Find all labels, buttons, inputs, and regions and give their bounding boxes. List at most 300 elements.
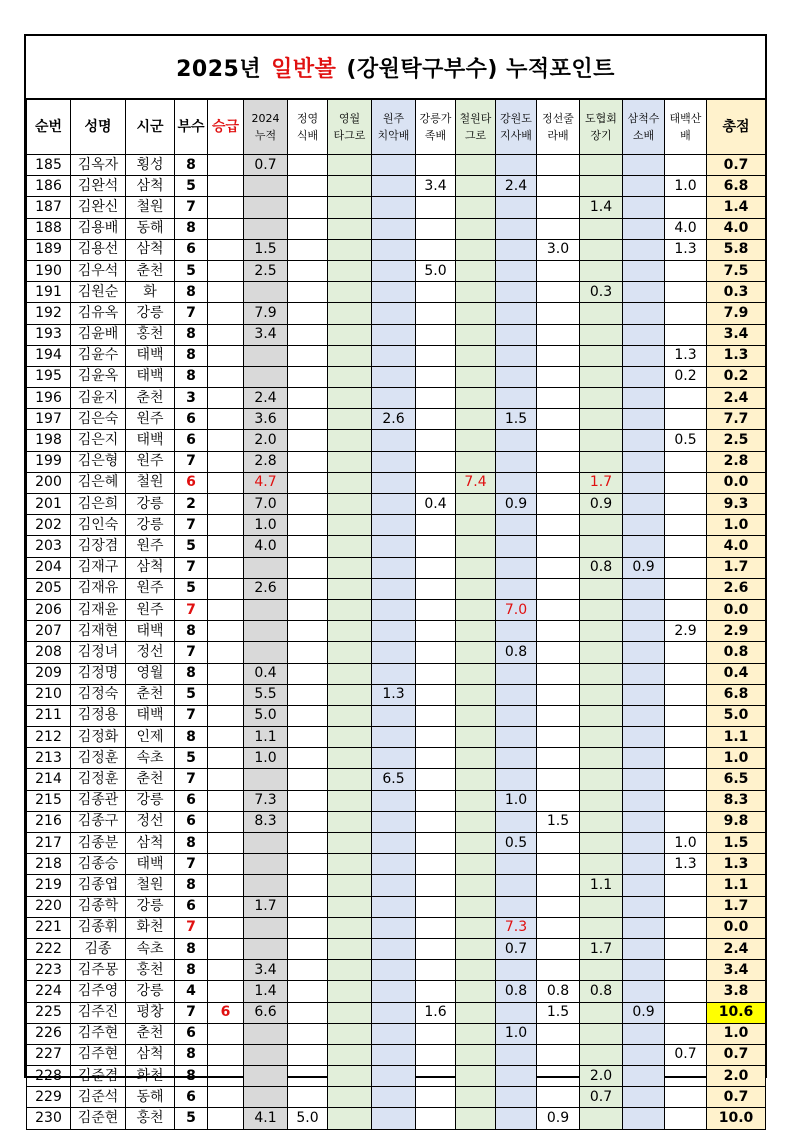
promotion-cell (208, 705, 244, 726)
point-cell (288, 1066, 328, 1087)
total-cell: 1.1 (707, 727, 766, 748)
table-row (27, 494, 766, 515)
point-cell: 0.9 (537, 1108, 580, 1129)
point-cell (288, 811, 328, 832)
point-cell (537, 388, 580, 409)
player-division: 5 (175, 1108, 208, 1129)
point-cell (456, 663, 496, 684)
point-cell (328, 854, 372, 875)
total-cell: 3.4 (707, 324, 766, 345)
point-cell (328, 833, 372, 854)
point-cell (665, 917, 707, 938)
point-cell (537, 917, 580, 938)
point-cell (456, 451, 496, 472)
header-row (27, 100, 766, 155)
row-number: 207 (27, 621, 71, 642)
table-row (27, 345, 766, 366)
point-cell: 4.0 (244, 536, 288, 557)
point-cell (623, 324, 665, 345)
point-cell (623, 875, 665, 896)
player-city: 태백 (126, 366, 175, 387)
player-city: 정선 (126, 811, 175, 832)
total-cell: 6.8 (707, 176, 766, 197)
promotion-cell (208, 515, 244, 536)
table-row (27, 748, 766, 769)
point-cell: 1.7 (580, 938, 623, 959)
point-cell (496, 260, 537, 281)
row-number: 188 (27, 218, 71, 239)
point-cell: 2.5 (244, 260, 288, 281)
row-number: 222 (27, 938, 71, 959)
point-cell (537, 960, 580, 981)
player-name: 김종엽 (71, 875, 126, 896)
point-cell (623, 388, 665, 409)
point-cell (416, 854, 456, 875)
point-cell (372, 282, 416, 303)
player-city: 삼척 (126, 239, 175, 260)
point-cell: 5.0 (416, 260, 456, 281)
point-cell (580, 388, 623, 409)
player-city: 원주 (126, 451, 175, 472)
point-cell (288, 430, 328, 451)
point-cell (288, 536, 328, 557)
table-row (27, 811, 766, 832)
point-cell (244, 176, 288, 197)
point-cell (623, 409, 665, 430)
player-division: 5 (175, 684, 208, 705)
point-cell (456, 896, 496, 917)
point-cell (537, 472, 580, 493)
point-cell (537, 155, 580, 176)
point-cell (537, 684, 580, 705)
point-cell: 0.9 (580, 494, 623, 515)
player-division: 6 (175, 409, 208, 430)
promotion-cell: 6 (208, 1002, 244, 1023)
point-cell (372, 155, 416, 176)
player-city: 홍천 (126, 960, 175, 981)
point-cell: 0.7 (496, 938, 537, 959)
point-cell (580, 366, 623, 387)
player-name: 김원순 (71, 282, 126, 303)
player-name: 김우석 (71, 260, 126, 281)
point-cell (244, 599, 288, 620)
total-cell: 0.7 (707, 155, 766, 176)
point-cell (456, 155, 496, 176)
promotion-cell (208, 1087, 244, 1108)
player-division: 7 (175, 515, 208, 536)
point-cell (537, 1066, 580, 1087)
point-cell (328, 430, 372, 451)
point-cell: 0.4 (244, 663, 288, 684)
point-cell (537, 324, 580, 345)
player-division: 7 (175, 917, 208, 938)
point-cell (623, 790, 665, 811)
point-cell: 1.3 (665, 854, 707, 875)
point-cell (288, 345, 328, 366)
table-row (27, 642, 766, 663)
total-cell: 8.3 (707, 790, 766, 811)
table-row (27, 430, 766, 451)
point-cell (328, 388, 372, 409)
player-division: 6 (175, 1087, 208, 1108)
point-cell (328, 155, 372, 176)
point-cell (328, 642, 372, 663)
point-cell (328, 324, 372, 345)
point-cell: 0.9 (623, 1002, 665, 1023)
player-name: 김은혜 (71, 472, 126, 493)
point-cell (665, 260, 707, 281)
point-cell (288, 1002, 328, 1023)
point-cell (496, 197, 537, 218)
point-cell (288, 981, 328, 1002)
player-name: 김종관 (71, 790, 126, 811)
column-header-label: 승급 (211, 118, 240, 135)
table-row (27, 324, 766, 345)
promotion-cell (208, 430, 244, 451)
total-cell: 4.0 (707, 536, 766, 557)
point-cell (580, 1002, 623, 1023)
point-cell (372, 472, 416, 493)
player-city: 속초 (126, 938, 175, 959)
player-name: 김윤옥 (71, 366, 126, 387)
column-header (416, 100, 456, 155)
point-cell (288, 472, 328, 493)
point-cell (496, 896, 537, 917)
column-header-label: 시군 (136, 118, 164, 135)
player-name: 김종승 (71, 854, 126, 875)
table-body (27, 155, 766, 1130)
point-cell: 0.5 (665, 430, 707, 451)
player-name: 김정훈 (71, 769, 126, 790)
point-cell (288, 621, 328, 642)
column-header-label: 타그로 (333, 129, 366, 142)
point-cell (456, 790, 496, 811)
point-cell (623, 472, 665, 493)
point-cell (416, 663, 456, 684)
point-cell (537, 1087, 580, 1108)
player-name: 김종분 (71, 833, 126, 854)
point-cell (328, 176, 372, 197)
point-cell (537, 1044, 580, 1065)
point-cell (580, 727, 623, 748)
player-city: 홍천 (126, 1108, 175, 1129)
point-cell (288, 557, 328, 578)
column-header (71, 100, 126, 155)
point-cell (623, 642, 665, 663)
player-division: 5 (175, 176, 208, 197)
point-cell: 1.7 (580, 472, 623, 493)
point-cell (537, 727, 580, 748)
player-division: 8 (175, 155, 208, 176)
point-cell: 0.8 (580, 981, 623, 1002)
point-cell (372, 854, 416, 875)
table-row (27, 684, 766, 705)
column-header-label: 정선줄 (542, 112, 574, 125)
point-cell (623, 917, 665, 938)
point-cell (665, 155, 707, 176)
column-header-label: 소배 (632, 129, 655, 142)
point-cell: 6.6 (244, 1002, 288, 1023)
point-cell (372, 388, 416, 409)
row-number: 187 (27, 197, 71, 218)
point-cell (416, 197, 456, 218)
point-cell (537, 282, 580, 303)
row-number: 224 (27, 981, 71, 1002)
promotion-cell (208, 557, 244, 578)
point-cell (456, 854, 496, 875)
point-cell (288, 197, 328, 218)
point-cell (496, 557, 537, 578)
point-cell (623, 705, 665, 726)
point-cell: 7.3 (496, 917, 537, 938)
point-cell (328, 790, 372, 811)
point-cell (665, 663, 707, 684)
table-row (27, 409, 766, 430)
player-division: 8 (175, 875, 208, 896)
point-cell (496, 769, 537, 790)
total-cell: 2.8 (707, 451, 766, 472)
row-number: 199 (27, 451, 71, 472)
point-cell (288, 282, 328, 303)
player-name: 김주현 (71, 1044, 126, 1065)
promotion-cell (208, 472, 244, 493)
point-cell (623, 1066, 665, 1087)
point-cell (288, 938, 328, 959)
point-cell (288, 324, 328, 345)
total-cell: 1.1 (707, 875, 766, 896)
point-cell (416, 557, 456, 578)
point-cell (456, 599, 496, 620)
point-cell (623, 282, 665, 303)
point-cell (372, 642, 416, 663)
point-cell (537, 769, 580, 790)
column-header-label: 2024 (251, 112, 280, 125)
point-cell: 1.7 (244, 896, 288, 917)
total-cell: 3.4 (707, 960, 766, 981)
player-division: 6 (175, 896, 208, 917)
point-cell (496, 727, 537, 748)
point-cell (665, 896, 707, 917)
point-cell (580, 769, 623, 790)
point-cell (623, 578, 665, 599)
player-division: 8 (175, 282, 208, 303)
table-row (27, 536, 766, 557)
row-number: 198 (27, 430, 71, 451)
point-cell (244, 345, 288, 366)
point-cell: 1.5 (537, 1002, 580, 1023)
point-cell (537, 430, 580, 451)
point-cell (328, 896, 372, 917)
point-cell (244, 197, 288, 218)
point-cell (416, 748, 456, 769)
player-city: 동해 (126, 1087, 175, 1108)
player-city: 철원 (126, 875, 175, 896)
point-cell (244, 1087, 288, 1108)
point-cell (580, 430, 623, 451)
point-cell (496, 430, 537, 451)
point-cell (580, 303, 623, 324)
table-row (27, 451, 766, 472)
point-cell (496, 621, 537, 642)
point-cell (496, 811, 537, 832)
player-name: 김용선 (71, 239, 126, 260)
total-cell: 1.0 (707, 515, 766, 536)
table-row (27, 578, 766, 599)
player-name: 김정용 (71, 705, 126, 726)
point-cell (456, 388, 496, 409)
point-cell (580, 451, 623, 472)
point-cell: 1.3 (665, 345, 707, 366)
point-cell (288, 494, 328, 515)
point-cell (288, 727, 328, 748)
point-cell (665, 727, 707, 748)
point-cell (665, 1087, 707, 1108)
point-cell (328, 218, 372, 239)
player-name: 김정숙 (71, 684, 126, 705)
table-row (27, 557, 766, 578)
column-header-label: 장기 (590, 129, 612, 142)
point-cell (288, 642, 328, 663)
point-cell (372, 790, 416, 811)
point-cell (416, 917, 456, 938)
player-division: 8 (175, 663, 208, 684)
point-cell (416, 769, 456, 790)
point-cell (580, 515, 623, 536)
point-cell (456, 282, 496, 303)
player-city: 강릉 (126, 515, 175, 536)
total-cell: 0.8 (707, 642, 766, 663)
point-cell (537, 599, 580, 620)
row-number: 216 (27, 811, 71, 832)
point-cell (665, 1066, 707, 1087)
player-city: 속초 (126, 748, 175, 769)
point-cell (372, 557, 416, 578)
point-cell (537, 176, 580, 197)
player-name: 김완신 (71, 197, 126, 218)
point-cell (456, 345, 496, 366)
point-cell: 3.6 (244, 409, 288, 430)
total-cell: 10.6 (707, 1002, 766, 1023)
point-cell (537, 303, 580, 324)
table-row (27, 1044, 766, 1065)
point-cell (372, 430, 416, 451)
player-name: 김정훈 (71, 748, 126, 769)
table-row (27, 176, 766, 197)
promotion-cell (208, 938, 244, 959)
point-cell: 5.0 (288, 1108, 328, 1129)
point-cell (496, 324, 537, 345)
point-cell (456, 938, 496, 959)
player-division: 7 (175, 705, 208, 726)
point-cell (537, 854, 580, 875)
point-cell (372, 1087, 416, 1108)
point-cell: 5.0 (244, 705, 288, 726)
point-cell (623, 621, 665, 642)
point-cell (496, 515, 537, 536)
table-row (27, 705, 766, 726)
player-division: 8 (175, 833, 208, 854)
point-cell (496, 1066, 537, 1087)
player-division: 6 (175, 239, 208, 260)
player-city: 태백 (126, 705, 175, 726)
point-cell (580, 748, 623, 769)
promotion-cell (208, 388, 244, 409)
point-cell (580, 239, 623, 260)
points-table (26, 99, 766, 1130)
row-number: 219 (27, 875, 71, 896)
row-number: 223 (27, 960, 71, 981)
column-header-label: 총점 (722, 118, 750, 135)
row-number: 211 (27, 705, 71, 726)
point-cell (456, 981, 496, 1002)
table-row (27, 366, 766, 387)
player-name: 김윤지 (71, 388, 126, 409)
table-row (27, 155, 766, 176)
point-cell (288, 1087, 328, 1108)
point-cell (623, 239, 665, 260)
point-cell (580, 578, 623, 599)
point-cell (288, 663, 328, 684)
point-cell (244, 366, 288, 387)
point-cell (416, 1066, 456, 1087)
point-cell (580, 155, 623, 176)
point-cell: 1.0 (244, 515, 288, 536)
point-cell (580, 345, 623, 366)
column-header-label: 원주 (382, 112, 405, 125)
point-cell (537, 515, 580, 536)
point-cell: 1.3 (372, 684, 416, 705)
point-cell (456, 684, 496, 705)
promotion-cell (208, 960, 244, 981)
player-city: 화 (126, 282, 175, 303)
point-cell (623, 345, 665, 366)
promotion-cell (208, 642, 244, 663)
player-city: 태백 (126, 430, 175, 451)
player-city: 춘천 (126, 260, 175, 281)
player-division: 8 (175, 366, 208, 387)
point-cell: 4.1 (244, 1108, 288, 1129)
point-cell (665, 557, 707, 578)
point-cell (288, 1044, 328, 1065)
point-cell (623, 938, 665, 959)
point-cell (623, 1023, 665, 1044)
point-cell (328, 917, 372, 938)
total-cell: 2.0 (707, 1066, 766, 1087)
point-cell (623, 663, 665, 684)
point-cell (456, 218, 496, 239)
promotion-cell (208, 409, 244, 430)
point-cell (288, 260, 328, 281)
point-cell (580, 684, 623, 705)
point-cell (328, 472, 372, 493)
point-cell (456, 1087, 496, 1108)
player-division: 5 (175, 748, 208, 769)
point-cell: 0.9 (623, 557, 665, 578)
point-cell (537, 197, 580, 218)
player-division: 7 (175, 854, 208, 875)
point-cell (665, 451, 707, 472)
column-header-label: 치악배 (377, 129, 410, 142)
point-cell (580, 705, 623, 726)
row-number: 205 (27, 578, 71, 599)
point-cell (244, 875, 288, 896)
point-cell: 2.8 (244, 451, 288, 472)
point-cell (328, 981, 372, 1002)
point-cell (580, 599, 623, 620)
total-cell: 5.8 (707, 239, 766, 260)
column-header (208, 100, 244, 155)
promotion-cell (208, 155, 244, 176)
